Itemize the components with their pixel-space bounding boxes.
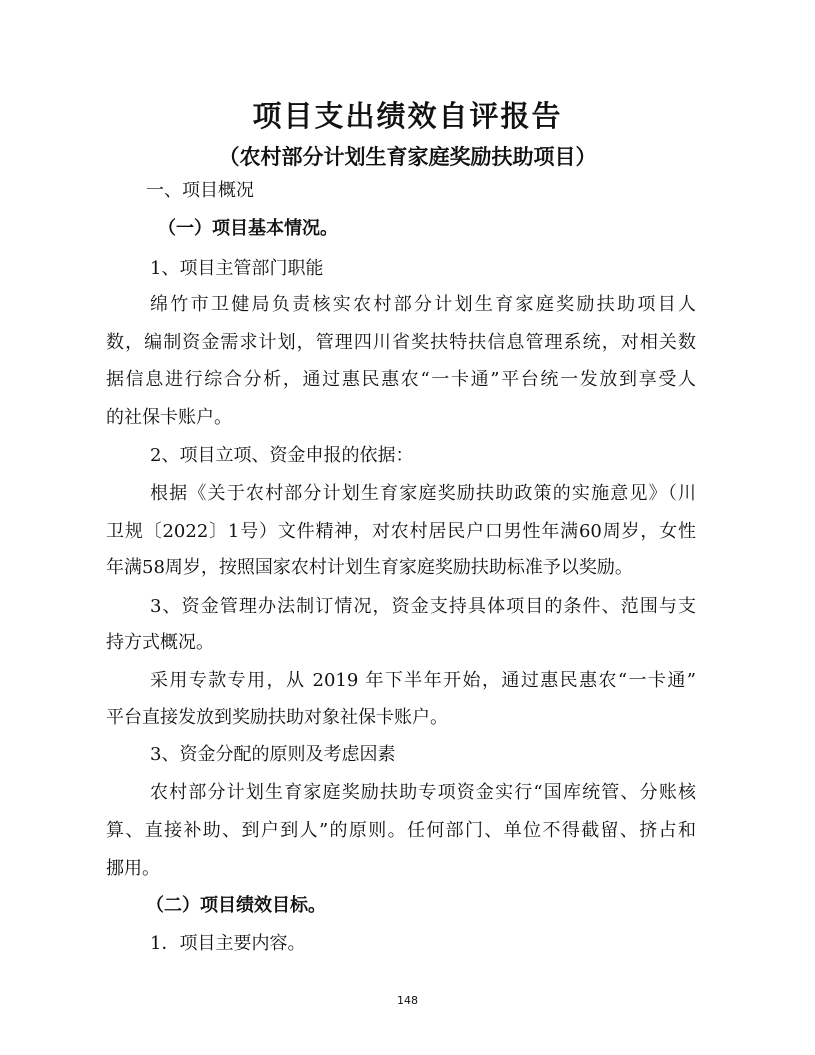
paragraph-line: 年满58周岁，按照国家农村计划生育家庭奖励扶助标准予以奖励。 [106, 557, 633, 578]
page-number: 148 [397, 994, 418, 1007]
paragraph-line: 根据《关于农村部分计划生育家庭奖励扶助政策的实施意见》（川 [150, 483, 696, 504]
paragraph-line: 挪用。 [106, 858, 160, 879]
paragraph-line: 据信息进行综合分析，通过惠民惠农“一卡通”平台统一发放到享受人 [106, 369, 696, 390]
item-heading-main-content: 1．项目主要内容。 [150, 933, 306, 954]
paragraph-line: 的社保卡账户。 [106, 407, 232, 428]
paragraph-line: 平台直接发放到奖励扶助对象社保卡账户。 [106, 707, 448, 728]
paragraph-line: 绵竹市卫健局负责核实农村部分计划生育家庭奖励扶助项目人 [150, 294, 696, 315]
page-subtitle: （农村部分计划生育家庭奖励扶助项目） [218, 145, 597, 169]
item-heading-fund-allocation: 3、资金分配的原则及考虑因素 [150, 744, 396, 765]
paragraph-line: 卫规〔2022〕1号）文件精神，对农村居民户口男性年满60周岁，女性 [106, 521, 696, 542]
item-heading-fund-management: 3、资金管理办法制订情况，资金支持具体项目的条件、范围与支 [150, 596, 696, 617]
paragraph-line: 持方式概况。 [106, 632, 214, 653]
subsection-heading-performance-goals: （二）项目绩效目标。 [146, 895, 326, 916]
item-heading-department-duties: 1、项目主管部门职能 [150, 258, 324, 279]
paragraph-line: 数，编制资金需求计划，管理四川省奖扶特扶信息管理系统，对相关数 [106, 332, 696, 353]
item-heading-basis: 2、项目立项、资金申报的依据： [150, 445, 414, 466]
page-title: 项目支出绩效自评报告 [252, 99, 563, 133]
paragraph-line: 农村部分计划生育家庭奖励扶助专项资金实行“国库统管、分账核 [150, 782, 696, 803]
paragraph-line: 算、直接补助、到户到人”的原则。任何部门、单位不得截留、挤占和 [106, 820, 696, 841]
subsection-heading-basic-info: （一）项目基本情况。 [158, 218, 338, 239]
paragraph-line: 采用专款专用，从 2019 年下半年开始，通过惠民惠农“一卡通” [150, 670, 696, 691]
section-heading-overview: 一、项目概况 [146, 180, 254, 201]
